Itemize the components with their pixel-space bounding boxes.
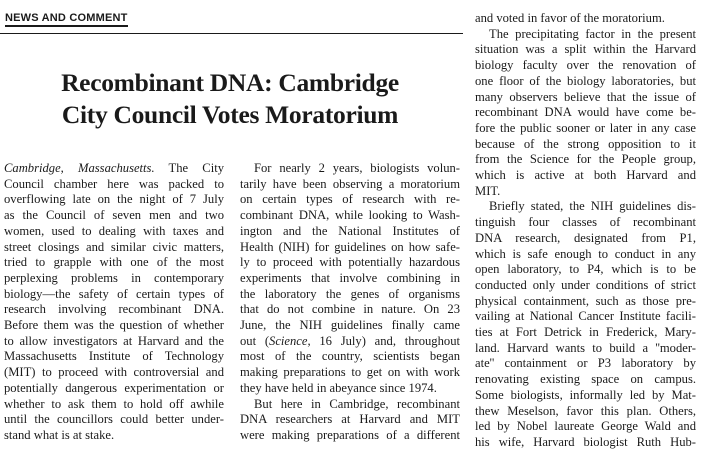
text-line: led by Nobel laureate George Wald and bbox=[475, 419, 696, 434]
text-line: Briefly stated, the NIH guidelines dis- bbox=[489, 199, 696, 214]
text-line: recombinant DNA would have come be- bbox=[475, 105, 696, 120]
text-line: June, the NIH guidelines finally came bbox=[240, 318, 460, 333]
article-column-3 bbox=[475, 11, 696, 451]
text-line: Massachusetts Institute of Technology bbox=[4, 349, 224, 364]
text-line: until the councillors could better under- bbox=[4, 412, 224, 427]
text-line: land. Harvard wants to build a ''moder- bbox=[475, 340, 696, 355]
text-line: DNA researchers at Harvard and MIT bbox=[240, 412, 460, 427]
text-line: MIT. bbox=[475, 183, 501, 198]
section-label: NEWS AND COMMENT bbox=[5, 12, 128, 27]
text-line: many observers believe that the issue of bbox=[475, 89, 696, 104]
headline-line-2: City Council Votes Moratorium bbox=[61, 100, 399, 129]
text-line: vailing at National Cancer Institute facili- bbox=[475, 309, 696, 324]
text-line: tarily have been observing a moratorium bbox=[240, 176, 460, 191]
text-line: tinguish four classes of recombinant bbox=[475, 215, 696, 230]
text-line: experiments that involve combining in bbox=[240, 270, 460, 285]
text-line: biology faculty over the renovation of bbox=[475, 58, 696, 73]
text-line: to allow investigators at Harvard and the bbox=[4, 333, 224, 348]
text-line: ington and the National Institutes of bbox=[240, 223, 460, 238]
text-line: on certain types of research with re- bbox=[240, 192, 460, 207]
text-line: tried to grapple with one of the most bbox=[4, 255, 224, 270]
text-line: overflowing late on the night of 7 July bbox=[4, 192, 224, 207]
text-line: from the Science for the People group, bbox=[475, 152, 696, 167]
text-line: potentially dangerous experimentation or bbox=[4, 380, 224, 395]
text-line: The precipitating factor in the present bbox=[489, 26, 696, 41]
text-line: ties at Fort Detrick in Frederick, Mary- bbox=[475, 325, 696, 340]
text-line: renovating existing space on campus. bbox=[475, 372, 696, 387]
text-line: research involving recombinant DNA. bbox=[4, 302, 224, 317]
text-line: ate'' containment or P3 laboratory by bbox=[475, 356, 696, 371]
text-line: DNA research, designated from P1, bbox=[475, 230, 696, 245]
text-line: were making preparations of a different bbox=[240, 427, 460, 442]
text-line: Health (NIH) for guidelines on how safe- bbox=[240, 239, 460, 254]
text-line: they have held in abeyance since 1974. bbox=[240, 380, 437, 395]
text-line: open laboratory, to P4, which is to be bbox=[475, 262, 696, 277]
text-line: because of the strong opposition to it bbox=[475, 136, 696, 151]
text-line: out (Science, 16 July) and, throughout bbox=[240, 333, 460, 348]
text-line: thew Meselson, favor this plan. Others, bbox=[475, 403, 696, 418]
text-line: his wife, Harvard biologist Ruth Hub- bbox=[475, 434, 696, 449]
text-line: Some biologists, informally led by Mat- bbox=[475, 387, 696, 402]
text-line: stand what is at stake. bbox=[4, 427, 115, 442]
text-line: as the Council of seven men and two bbox=[4, 208, 224, 223]
text-line: making preparations to get on with work bbox=[240, 365, 460, 380]
text-line: But here in Cambridge, recombinant bbox=[254, 396, 460, 411]
text-line: combinant DNA, while looking to Wash- bbox=[240, 208, 460, 223]
headline bbox=[20, 67, 440, 131]
text-line: the laboratory the genes of organisms bbox=[240, 286, 460, 301]
text-line: and voted in favor of the moratorium. bbox=[475, 11, 665, 25]
article-column-2 bbox=[240, 161, 460, 444]
text-line: street closings and similar civic matters, bbox=[4, 239, 224, 254]
article-column-1 bbox=[4, 161, 224, 444]
header-rule bbox=[0, 33, 463, 34]
text-line: conducted only under conditions of strict bbox=[475, 277, 696, 292]
text-line: women, used to dealing with taxes and bbox=[4, 223, 224, 238]
text-line: which is active at both Harvard and bbox=[475, 168, 696, 183]
text-line: ly to proceed with potentially hazardous bbox=[240, 255, 460, 270]
text-line: biology—the safety of certain types of bbox=[4, 286, 224, 301]
text-line: most of the country, scientists began bbox=[240, 349, 460, 364]
text-line: Before them was the question of whether bbox=[4, 318, 224, 333]
text-line: whether to ask them to hold off awhile bbox=[4, 396, 224, 411]
text-line: which is safe enough to conduct in any bbox=[475, 246, 696, 261]
headline-line-1: Recombinant DNA: Cambridge bbox=[61, 68, 399, 97]
text-line: For nearly 2 years, biologists volun- bbox=[254, 161, 460, 175]
text-line: that do not combine in nature. On 23 bbox=[240, 302, 460, 317]
text-line: (MIT) to proceed with controversial and bbox=[4, 365, 224, 380]
text-line: Cambridge, Massachusetts. The City bbox=[4, 161, 225, 175]
text-line: physical containment, such as those pre- bbox=[475, 293, 696, 308]
text-line: Council chamber here was packed to bbox=[4, 176, 224, 191]
text-line: perplexing problems in contemporary bbox=[4, 270, 224, 285]
text-line: fore the public sooner or later in any case bbox=[475, 120, 696, 135]
text-line: one floor of the biology laboratories, but bbox=[475, 73, 696, 88]
text-line: situation was a split within the Harvard bbox=[475, 42, 696, 57]
